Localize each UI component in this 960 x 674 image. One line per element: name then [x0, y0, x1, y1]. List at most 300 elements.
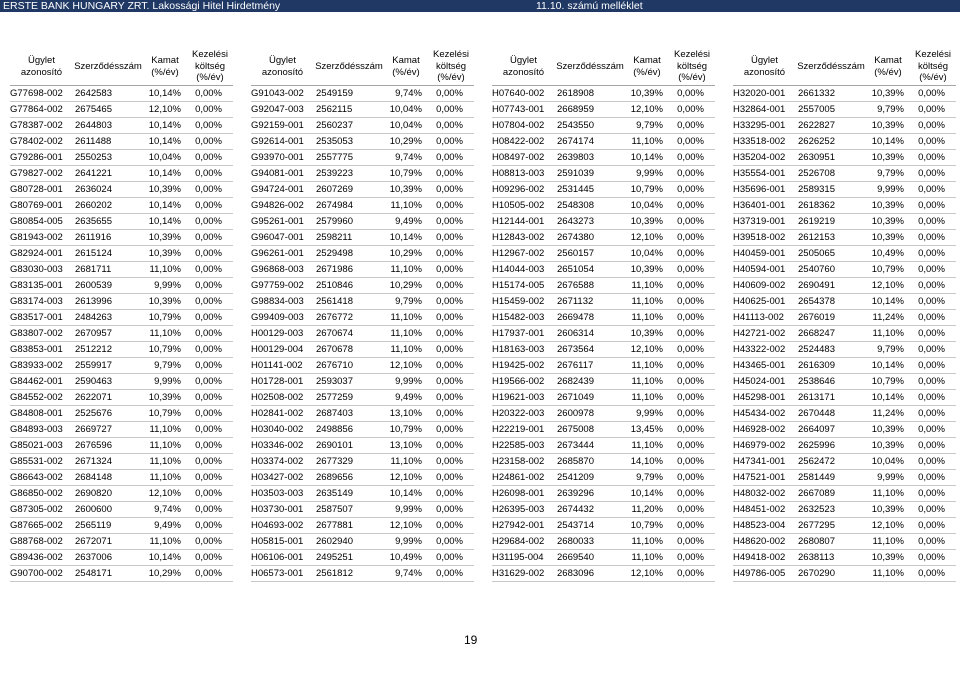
cell-handling-fee: 0,00%: [436, 296, 463, 307]
table-row: [492, 102, 715, 118]
table-row: [10, 486, 233, 502]
cell-contract-number: 2670957: [75, 328, 112, 339]
cell-transaction-id: G83030-003: [10, 264, 63, 275]
cell-contract-number: 2690101: [316, 440, 353, 451]
cell-interest-rate: 10,39%: [871, 216, 904, 227]
cell-contract-number: 2600600: [75, 504, 112, 515]
cell-interest-rate: 10,39%: [630, 264, 663, 275]
cell-handling-fee: 0,00%: [677, 104, 704, 115]
cell-transaction-id: H33518-002: [733, 136, 786, 147]
cell-interest-rate: 11,10%: [631, 536, 663, 547]
cell-interest-rate: 11,10%: [631, 440, 663, 451]
cell-interest-rate: 12,10%: [630, 344, 663, 355]
cell-transaction-id: H06573-001: [251, 568, 304, 579]
cell-contract-number: 2672071: [75, 536, 112, 547]
cell-interest-rate: 9,74%: [395, 152, 422, 163]
cell-transaction-id: G97759-002: [251, 280, 304, 291]
cell-transaction-id: H35204-002: [733, 152, 786, 163]
cell-contract-number: 2526708: [798, 168, 835, 179]
table-row: [733, 502, 956, 518]
cell-contract-number: 2524483: [798, 344, 835, 355]
cell-transaction-id: G92614-001: [251, 136, 304, 147]
cell-handling-fee: 0,00%: [918, 216, 945, 227]
cell-transaction-id: H31629-002: [492, 568, 545, 579]
table-row: [733, 358, 956, 374]
table-row: [492, 342, 715, 358]
annex-label: 11.10. számú melléklet: [536, 0, 643, 12]
cell-transaction-id: H20322-003: [492, 408, 545, 419]
cell-handling-fee: 0,00%: [918, 424, 945, 435]
cell-handling-fee: 0,00%: [677, 88, 704, 99]
cell-transaction-id: H35696-001: [733, 184, 786, 195]
cell-handling-fee: 0,00%: [918, 120, 945, 131]
cell-transaction-id: H02841-002: [251, 408, 304, 419]
cell-handling-fee: 0,00%: [677, 216, 704, 227]
cell-transaction-id: H17937-001: [492, 328, 545, 339]
cell-interest-rate: 11,10%: [390, 344, 422, 355]
cell-interest-rate: 9,99%: [154, 280, 181, 291]
loan-tables: [10, 48, 956, 582]
cell-transaction-id: H41113-002: [733, 312, 784, 323]
cell-transaction-id: G79286-001: [10, 152, 63, 163]
cell-contract-number: 2669727: [75, 424, 112, 435]
cell-contract-number: 2671049: [557, 392, 594, 403]
cell-handling-fee: 0,00%: [195, 328, 222, 339]
table-row: [492, 262, 715, 278]
cell-interest-rate: 10,39%: [148, 392, 181, 403]
cell-contract-number: 2625996: [798, 440, 835, 451]
cell-contract-number: 2565119: [75, 520, 112, 531]
cell-handling-fee: 0,00%: [195, 280, 222, 291]
cell-contract-number: 2548308: [557, 200, 594, 211]
cell-handling-fee: 0,00%: [195, 504, 222, 515]
cell-contract-number: 2668959: [557, 104, 594, 115]
cell-interest-rate: 10,79%: [871, 376, 904, 387]
cell-transaction-id: H32020-001: [733, 88, 786, 99]
cell-handling-fee: 0,00%: [918, 152, 945, 163]
table-row: [733, 118, 956, 134]
cell-handling-fee: 0,00%: [918, 344, 945, 355]
cell-handling-fee: 0,00%: [677, 536, 704, 547]
cell-transaction-id: G96868-003: [251, 264, 304, 275]
cell-contract-number: 2618362: [798, 200, 835, 211]
cell-handling-fee: 0,00%: [436, 376, 463, 387]
cell-contract-number: 2681711: [75, 264, 112, 275]
table-row: [10, 374, 233, 390]
loan-table-group-2: [251, 48, 474, 582]
table-header-row: [733, 48, 956, 86]
cell-interest-rate: 9,99%: [395, 504, 422, 515]
cell-handling-fee: 0,00%: [677, 488, 704, 499]
cell-interest-rate: 10,39%: [389, 184, 422, 195]
cell-contract-number: 2642583: [75, 88, 112, 99]
table-header-row: [10, 48, 233, 86]
table-row: [492, 150, 715, 166]
table-row: [251, 326, 474, 342]
cell-handling-fee: 0,00%: [436, 232, 463, 243]
cell-handling-fee: 0,00%: [436, 184, 463, 195]
cell-transaction-id: G96261-001: [251, 248, 304, 259]
cell-interest-rate: 11,10%: [631, 392, 663, 403]
cell-interest-rate: 10,39%: [630, 328, 663, 339]
cell-transaction-id: H22585-003: [492, 440, 545, 451]
cell-contract-number: 2644803: [75, 120, 112, 131]
cell-transaction-id: H40594-001: [733, 264, 786, 275]
cell-transaction-id: H01728-001: [251, 376, 304, 387]
cell-interest-rate: 10,39%: [148, 248, 181, 259]
cell-transaction-id: G94081-001: [251, 168, 304, 179]
cell-handling-fee: 0,00%: [436, 136, 463, 147]
cell-interest-rate: 9,99%: [154, 376, 181, 387]
cell-handling-fee: 0,00%: [195, 472, 222, 483]
table-row: [492, 310, 715, 326]
cell-contract-number: 2577259: [316, 392, 353, 403]
cell-contract-number: 2559917: [75, 360, 112, 371]
cell-handling-fee: 0,00%: [436, 152, 463, 163]
header-contract-number: Szerződésszám: [315, 60, 383, 72]
cell-interest-rate: 10,39%: [630, 88, 663, 99]
cell-contract-number: 2512212: [75, 344, 112, 355]
cell-contract-number: 2661332: [798, 88, 835, 99]
table-row: [733, 150, 956, 166]
cell-transaction-id: H35554-001: [733, 168, 786, 179]
cell-handling-fee: 0,00%: [677, 360, 704, 371]
cell-interest-rate: 10,14%: [630, 152, 663, 163]
cell-transaction-id: H03040-002: [251, 424, 304, 435]
cell-contract-number: 2676019: [798, 312, 835, 323]
table-row: [10, 294, 233, 310]
table-row: [10, 326, 233, 342]
cell-handling-fee: 0,00%: [918, 264, 945, 275]
cell-contract-number: 2550253: [75, 152, 112, 163]
cell-contract-number: 2676710: [316, 360, 353, 371]
cell-interest-rate: 10,39%: [871, 424, 904, 435]
cell-interest-rate: 10,14%: [148, 216, 181, 227]
table-row: [492, 470, 715, 486]
cell-contract-number: 2587507: [316, 504, 353, 515]
cell-transaction-id: G83135-001: [10, 280, 63, 291]
cell-contract-number: 2671132: [557, 296, 594, 307]
cell-interest-rate: 12,10%: [630, 232, 663, 243]
cell-interest-rate: 10,14%: [148, 168, 181, 179]
cell-transaction-id: G77698-002: [10, 88, 63, 99]
cell-contract-number: 2531445: [557, 184, 594, 195]
table-row: [10, 134, 233, 150]
cell-contract-number: 2643273: [557, 216, 594, 227]
cell-interest-rate: 11,24%: [872, 408, 904, 419]
cell-handling-fee: 0,00%: [677, 392, 704, 403]
table-row: [251, 246, 474, 262]
cell-handling-fee: 0,00%: [918, 504, 945, 515]
cell-contract-number: 2611916: [75, 232, 112, 243]
cell-handling-fee: 0,00%: [436, 264, 463, 275]
table-row: [492, 486, 715, 502]
top-banner: [0, 0, 960, 12]
table-row: [10, 102, 233, 118]
cell-handling-fee: 0,00%: [677, 184, 704, 195]
cell-handling-fee: 0,00%: [677, 264, 704, 275]
cell-contract-number: 2682439: [557, 376, 594, 387]
cell-transaction-id: H42721-002: [733, 328, 786, 339]
table-row: [251, 422, 474, 438]
cell-transaction-id: H46928-002: [733, 424, 786, 435]
cell-transaction-id: G83807-002: [10, 328, 63, 339]
table-row: [10, 502, 233, 518]
cell-transaction-id: H03503-003: [251, 488, 304, 499]
cell-interest-rate: 11,10%: [872, 488, 904, 499]
table-row: [10, 230, 233, 246]
table-row: [733, 230, 956, 246]
table-row: [733, 310, 956, 326]
cell-interest-rate: 11,10%: [390, 264, 422, 275]
cell-handling-fee: 0,00%: [918, 536, 945, 547]
cell-handling-fee: 0,00%: [195, 344, 222, 355]
cell-handling-fee: 0,00%: [677, 408, 704, 419]
cell-interest-rate: 10,79%: [630, 184, 663, 195]
cell-transaction-id: G94724-001: [251, 184, 304, 195]
table-row: [492, 230, 715, 246]
table-row: [733, 86, 956, 102]
header-interest-rate: Kamat (%/év): [633, 55, 661, 78]
cell-handling-fee: 0,00%: [918, 248, 945, 259]
cell-handling-fee: 0,00%: [677, 312, 704, 323]
cell-interest-rate: 10,79%: [389, 424, 422, 435]
cell-transaction-id: H03730-001: [251, 504, 304, 515]
table-row: [10, 566, 233, 582]
cell-interest-rate: 11,10%: [631, 312, 663, 323]
cell-transaction-id: G86643-002: [10, 472, 63, 483]
table-row: [492, 374, 715, 390]
cell-transaction-id: G78402-002: [10, 136, 63, 147]
cell-transaction-id: H07640-002: [492, 88, 545, 99]
cell-contract-number: 2615124: [75, 248, 112, 259]
header-transaction-id: Ügylet azonosító: [20, 55, 63, 78]
cell-contract-number: 2673444: [557, 440, 594, 451]
cell-interest-rate: 10,14%: [871, 296, 904, 307]
table-row: [251, 134, 474, 150]
table-row: [733, 278, 956, 294]
cell-transaction-id: G94826-002: [251, 200, 304, 211]
cell-transaction-id: G81943-002: [10, 232, 63, 243]
cell-interest-rate: 10,79%: [148, 312, 181, 323]
cell-interest-rate: 11,10%: [390, 456, 422, 467]
table-row: [10, 166, 233, 182]
cell-interest-rate: 10,79%: [148, 408, 181, 419]
cell-interest-rate: 10,79%: [871, 264, 904, 275]
cell-transaction-id: H03346-002: [251, 440, 304, 451]
cell-handling-fee: 0,00%: [918, 312, 945, 323]
cell-interest-rate: 9,79%: [636, 472, 663, 483]
table-row: [10, 358, 233, 374]
cell-interest-rate: 10,79%: [389, 168, 422, 179]
cell-handling-fee: 0,00%: [677, 440, 704, 451]
cell-interest-rate: 9,99%: [877, 184, 904, 195]
cell-handling-fee: 0,00%: [195, 456, 222, 467]
cell-contract-number: 2690491: [798, 280, 835, 291]
cell-transaction-id: G83517-001: [10, 312, 63, 323]
cell-contract-number: 2618908: [557, 88, 594, 99]
table-row: [251, 230, 474, 246]
cell-contract-number: 2639296: [557, 488, 594, 499]
cell-interest-rate: 10,04%: [630, 200, 663, 211]
cell-handling-fee: 0,00%: [195, 392, 222, 403]
cell-interest-rate: 10,04%: [630, 248, 663, 259]
table-row: [251, 198, 474, 214]
cell-interest-rate: 12,10%: [389, 360, 422, 371]
table-row: [492, 198, 715, 214]
cell-transaction-id: H40609-002: [733, 280, 786, 291]
cell-transaction-id: G87665-002: [10, 520, 63, 531]
table-row: [251, 438, 474, 454]
cell-contract-number: 2641221: [75, 168, 112, 179]
cell-contract-number: 2541209: [557, 472, 594, 483]
cell-interest-rate: 10,39%: [871, 152, 904, 163]
cell-handling-fee: 0,00%: [677, 328, 704, 339]
banner-title: ERSTE BANK HUNGARY ZRT. Lakossági Hitel Hirdetmény: [3, 0, 281, 12]
cell-contract-number: 2590463: [75, 376, 112, 387]
cell-handling-fee: 0,00%: [195, 568, 222, 579]
cell-handling-fee: 0,00%: [195, 248, 222, 259]
cell-contract-number: 2495251: [316, 552, 353, 563]
cell-transaction-id: H12843-002: [492, 232, 545, 243]
table-row: [10, 438, 233, 454]
table-row: [492, 358, 715, 374]
cell-contract-number: 2676596: [75, 440, 112, 451]
cell-handling-fee: 0,00%: [195, 376, 222, 387]
cell-interest-rate: 10,14%: [389, 232, 422, 243]
cell-contract-number: 2505065: [798, 248, 835, 259]
cell-transaction-id: H32864-001: [733, 104, 786, 115]
table-row: [251, 182, 474, 198]
cell-interest-rate: 10,14%: [871, 392, 904, 403]
cell-transaction-id: H48451-002: [733, 504, 786, 515]
table-row: [733, 326, 956, 342]
loan-table-group-1: [10, 48, 233, 582]
cell-contract-number: 2674380: [557, 232, 594, 243]
cell-interest-rate: 9,99%: [636, 168, 663, 179]
cell-contract-number: 2660202: [75, 200, 112, 211]
cell-handling-fee: 0,00%: [918, 104, 945, 115]
cell-interest-rate: 9,74%: [395, 88, 422, 99]
cell-contract-number: 2589315: [798, 184, 835, 195]
cell-contract-number: 2638113: [798, 552, 835, 563]
cell-interest-rate: 9,99%: [636, 408, 663, 419]
cell-contract-number: 2683096: [557, 568, 594, 579]
cell-handling-fee: 0,00%: [918, 456, 945, 467]
header-interest-rate: Kamat (%/év): [151, 55, 179, 78]
table-row: [492, 134, 715, 150]
cell-contract-number: 2675008: [557, 424, 594, 435]
cell-contract-number: 2674174: [557, 136, 594, 147]
cell-handling-fee: 0,00%: [677, 248, 704, 259]
cell-interest-rate: 10,04%: [389, 104, 422, 115]
table-row: [251, 486, 474, 502]
cell-contract-number: 2600978: [557, 408, 594, 419]
table-row: [251, 358, 474, 374]
cell-handling-fee: 0,00%: [918, 168, 945, 179]
cell-contract-number: 2668247: [798, 328, 835, 339]
cell-contract-number: 2677329: [316, 456, 353, 467]
cell-transaction-id: G84893-003: [10, 424, 63, 435]
cell-transaction-id: H31195-004: [492, 552, 544, 563]
cell-interest-rate: 10,29%: [389, 136, 422, 147]
cell-interest-rate: 11,10%: [631, 552, 663, 563]
cell-contract-number: 2598211: [316, 232, 353, 243]
cell-transaction-id: G80728-001: [10, 184, 63, 195]
cell-interest-rate: 12,10%: [630, 104, 663, 115]
cell-contract-number: 2562472: [798, 456, 835, 467]
header-handling-fee: Kezelési költség (%/év): [674, 49, 710, 84]
table-row: [733, 262, 956, 278]
cell-contract-number: 2630951: [798, 152, 835, 163]
header-contract-number: Szerződésszám: [797, 60, 865, 72]
cell-handling-fee: 0,00%: [436, 216, 463, 227]
cell-transaction-id: H24861-002: [492, 472, 545, 483]
cell-handling-fee: 0,00%: [195, 440, 222, 451]
cell-transaction-id: H43465-001: [733, 360, 786, 371]
cell-handling-fee: 0,00%: [677, 152, 704, 163]
cell-contract-number: 2676588: [557, 280, 594, 291]
table-row: [733, 470, 956, 486]
cell-interest-rate: 10,39%: [871, 120, 904, 131]
table-row: [251, 342, 474, 358]
cell-transaction-id: H03427-002: [251, 472, 304, 483]
cell-transaction-id: H15482-003: [492, 312, 545, 323]
cell-contract-number: 2581449: [798, 472, 835, 483]
cell-interest-rate: 9,79%: [395, 296, 422, 307]
cell-transaction-id: H46979-002: [733, 440, 786, 451]
page-number: 19: [464, 633, 478, 647]
cell-interest-rate: 10,49%: [871, 248, 904, 259]
cell-contract-number: 2561812: [316, 568, 353, 579]
cell-transaction-id: H26395-003: [492, 504, 545, 515]
cell-contract-number: 2613996: [75, 296, 112, 307]
cell-transaction-id: G77864-002: [10, 104, 63, 115]
cell-transaction-id: G80854-005: [10, 216, 63, 227]
table-row: [251, 118, 474, 134]
cell-handling-fee: 0,00%: [195, 152, 222, 163]
cell-interest-rate: 13,10%: [389, 440, 422, 451]
cell-transaction-id: G92159-001: [251, 120, 304, 131]
cell-contract-number: 2654378: [798, 296, 835, 307]
cell-handling-fee: 0,00%: [918, 88, 945, 99]
table-row: [10, 454, 233, 470]
cell-interest-rate: 12,10%: [389, 520, 422, 531]
cell-contract-number: 2543714: [557, 520, 594, 531]
cell-contract-number: 2667089: [798, 488, 835, 499]
table-row: [251, 278, 474, 294]
table-row: [733, 214, 956, 230]
cell-contract-number: 2539223: [316, 168, 353, 179]
cell-transaction-id: H19621-003: [492, 392, 545, 403]
cell-handling-fee: 0,00%: [436, 536, 463, 547]
table-row: [733, 182, 956, 198]
table-row: [492, 182, 715, 198]
table-row: [10, 118, 233, 134]
cell-transaction-id: H49786-005: [733, 568, 786, 579]
header-interest-rate: Kamat (%/év): [392, 55, 420, 78]
cell-handling-fee: 0,00%: [195, 136, 222, 147]
cell-interest-rate: 9,79%: [877, 344, 904, 355]
table-row: [733, 486, 956, 502]
cell-handling-fee: 0,00%: [677, 424, 704, 435]
cell-interest-rate: 10,79%: [148, 344, 181, 355]
cell-transaction-id: H22219-001: [492, 424, 545, 435]
cell-handling-fee: 0,00%: [195, 520, 222, 531]
cell-contract-number: 2635655: [75, 216, 112, 227]
table-row: [10, 246, 233, 262]
cell-handling-fee: 0,00%: [677, 120, 704, 131]
